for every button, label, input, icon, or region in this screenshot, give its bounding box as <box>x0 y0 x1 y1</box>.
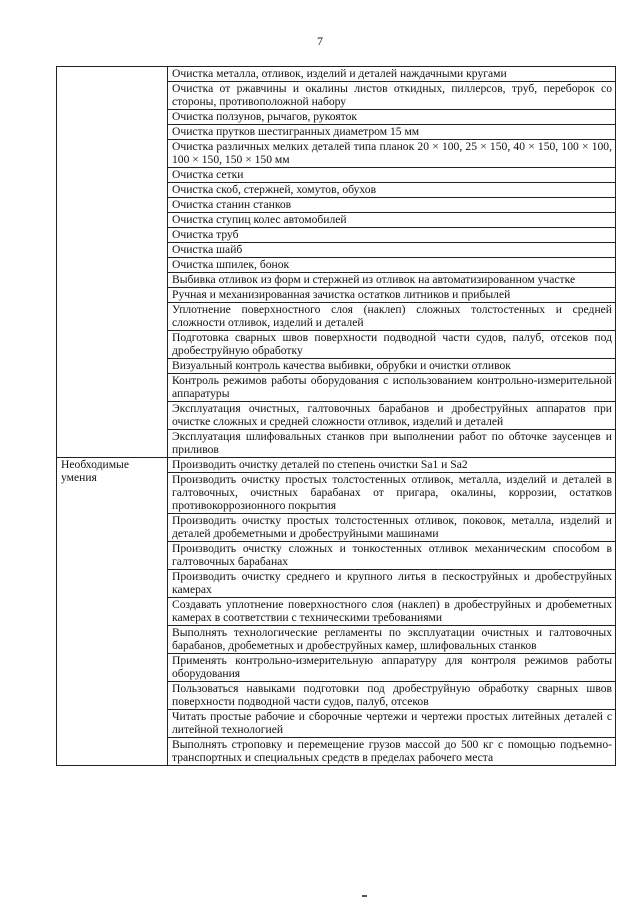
document-table <box>56 66 616 766</box>
table-text-cell: Производить очистку простых толстостенных отливок, металла, изделий и деталей в галтовочных, очистных барабанах от пригара, окалины, коррозии, остатков противокоррозионного покрытия <box>168 473 616 514</box>
table-text-cell: Производить очистку сложных и тонкостенных отливок механическим способом в галтовочных барабанах <box>168 542 616 570</box>
table-text-cell: Очистка шпилек, бонок <box>168 258 616 273</box>
table-text-cell: Производить очистку простых толстостенных отливок, поковок, металла, изделий и деталей дробеметными и дробеструйными машинами <box>168 514 616 542</box>
table-text-cell: Создавать уплотнение поверхностного слоя (наклеп) в дробеструйных и дробеметных камерах в соответствии с техническими требованиями <box>168 598 616 626</box>
table-text-cell: Читать простые рабочие и сборочные чертежи и чертежи простых литейных деталей с литейной технологией <box>168 710 616 738</box>
table-text-cell: Производить очистку деталей по степень очистки Sa1 и Sa2 <box>168 458 616 473</box>
table-text-cell: Ручная и механизированная зачистка остатков литников и прибылей <box>168 288 616 303</box>
table-row <box>57 67 616 82</box>
table-text-cell: Очистка металла, отливок, изделий и деталей наждачными кругами <box>168 67 616 82</box>
section-label-skills: Необходимые умения <box>57 458 168 766</box>
table-text-cell: Выполнять технологические регламенты по эксплуатации очистных и галтовочных барабанов, дробеметных и дробеструйных камер, шлифовальных станков <box>168 626 616 654</box>
table-text-cell: Выбивка отливок из форм и стержней из отливок на автоматизированном участке <box>168 273 616 288</box>
table-text-cell: Очистка труб <box>168 228 616 243</box>
table-text-cell: Применять контрольно-измерительную аппаратуру для контроля режимов работы оборудования <box>168 654 616 682</box>
scan-mark <box>362 895 367 897</box>
table-text-cell: Очистка ползунов, рычагов, рукояток <box>168 110 616 125</box>
document-table-body <box>57 67 616 766</box>
table-text-cell: Подготовка сварных швов поверхности подводной части судов, палуб, отсеков под дробеструйную обработку <box>168 331 616 359</box>
table-text-cell: Очистка от ржавчины и окалины листов откидных, пиллерсов, труб, переборок со стороны, противоположной набору <box>168 82 616 110</box>
table-row <box>57 458 616 473</box>
table-text-cell: Очистка станин станков <box>168 198 616 213</box>
table-text-cell: Выполнять строповку и перемещение грузов массой до 500 кг с помощью подъемно-транспортных и специальных средств в пределах рабочего места <box>168 738 616 766</box>
table-text-cell: Визуальный контроль качества выбивки, обрубки и очистки отливок <box>168 359 616 374</box>
table-text-cell: Эксплуатация очистных, галтовочных барабанов и дробеструйных аппаратов при очистке сложных и средней сложности отливок, изделий и деталей <box>168 402 616 430</box>
table-text-cell: Очистка ступиц колес автомобилей <box>168 213 616 228</box>
table-text-cell: Пользоваться навыками подготовки под дробеструйную обработку сварных швов поверхности подводной части судов, палуб, отсеков <box>168 682 616 710</box>
table-text-cell: Уплотнение поверхностного слоя (наклеп) сложных толстостенных и средней сложности отливок, изделий и деталей <box>168 303 616 331</box>
table-text-cell: Контроль режимов работы оборудования с использованием контрольно-измерительной аппаратуры <box>168 374 616 402</box>
table-text-cell: Очистка прутков шестигранных диаметром 15 мм <box>168 125 616 140</box>
table-text-cell: Эксплуатация шлифовальных станков при выполнении работ по обточке заусенцев и приливов <box>168 430 616 458</box>
table-text-cell: Очистка сетки <box>168 168 616 183</box>
table-text-cell: Очистка скоб, стержней, хомутов, обухов <box>168 183 616 198</box>
page-number: 7 <box>317 34 323 48</box>
table-text-cell: Очистка различных мелких деталей типа планок 20 × 100, 25 × 150, 40 × 150, 100 × 100, 100 × 150, 150 × 150 мм <box>168 140 616 168</box>
table-text-cell: Очистка шайб <box>168 243 616 258</box>
table-label-cell <box>57 67 168 458</box>
table-text-cell: Производить очистку среднего и крупного литья в пескоструйных и дробеструйных камерах <box>168 570 616 598</box>
